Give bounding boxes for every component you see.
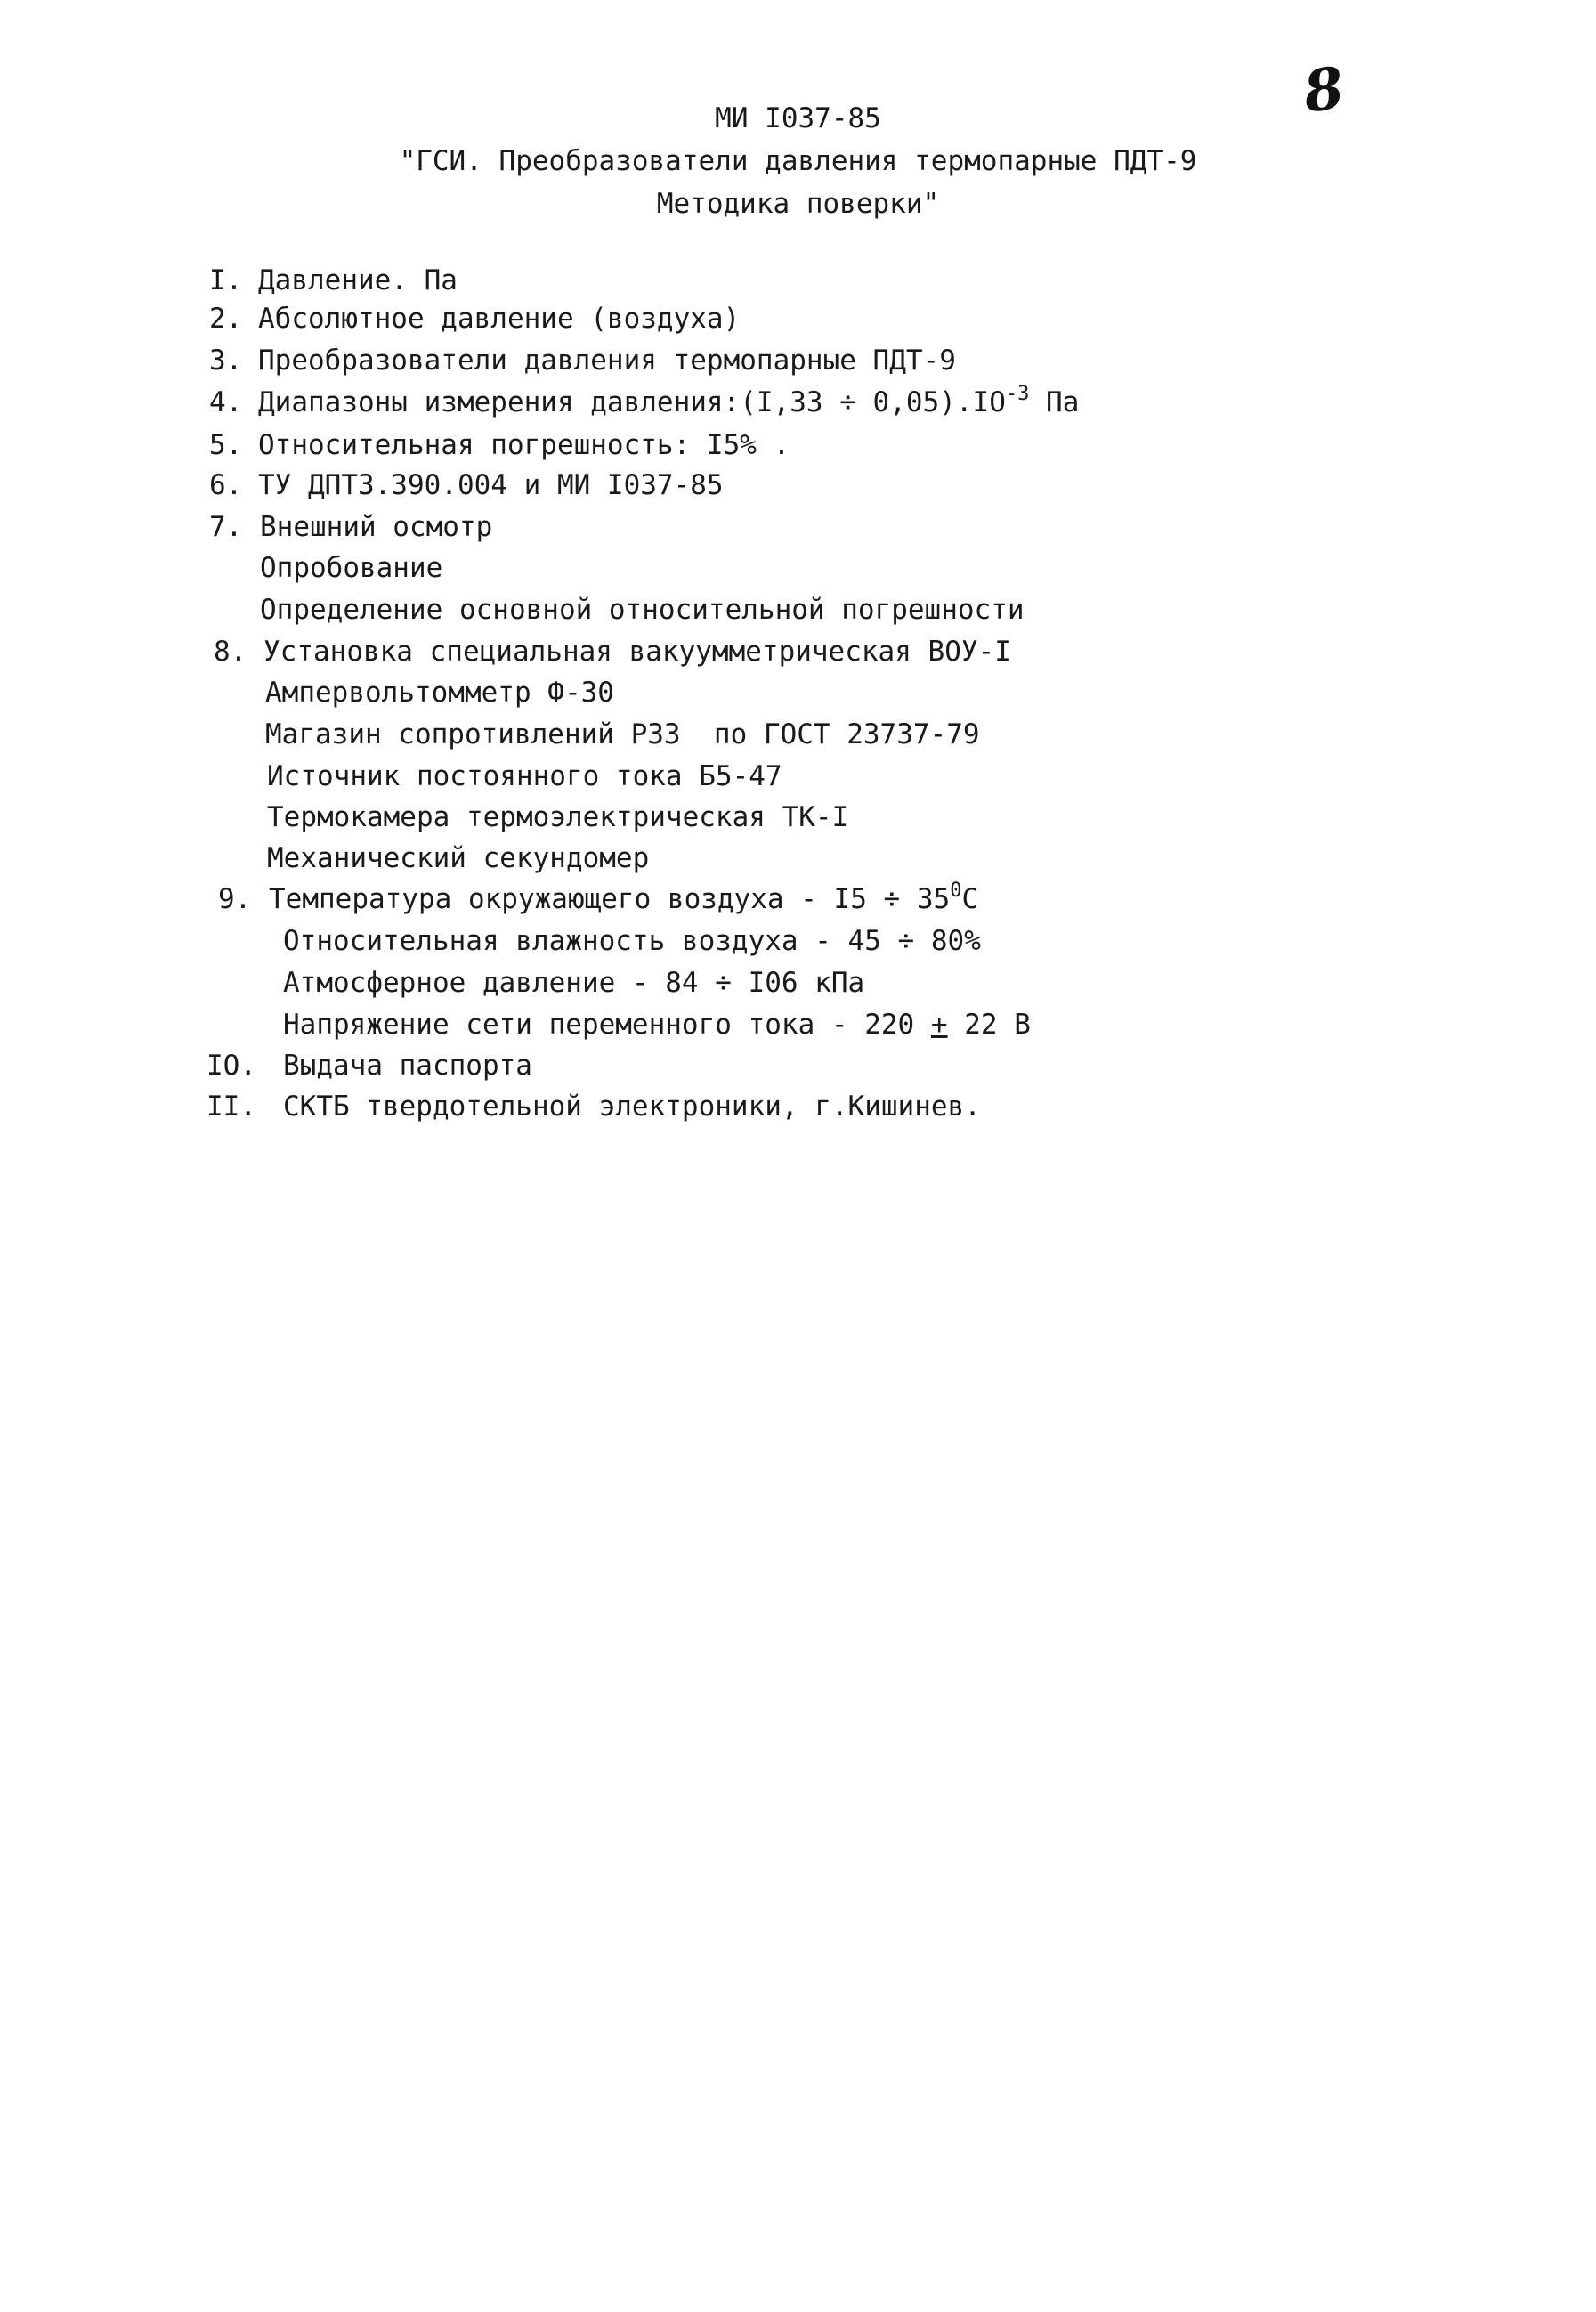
item-number: 4. — [209, 386, 243, 418]
item-text: Ампервольтомметр Ф-30 — [265, 677, 614, 709]
item-text: Источник постоянного тока Б5-47 — [267, 760, 782, 792]
degree-sign: 0 — [950, 880, 962, 902]
voltage-label: Напряжение сети переменного тока - 220 — [283, 1009, 931, 1041]
measurement-range: Диапазоны измерения давления:(I,33 ÷ 0,05).IO — [258, 386, 1006, 418]
item-text — [283, 1011, 1031, 1039]
item-number: IO. — [207, 1050, 256, 1082]
item-text: Внешний осмотр — [260, 511, 493, 543]
temperature-range: Температура окружающего воздуха - I5 ÷ 35 — [269, 883, 951, 915]
item-number: II. — [207, 1091, 256, 1123]
item-number: 7. — [209, 511, 243, 543]
item-text: Атмосферное давление - 84 ÷ I06 кПа — [283, 967, 865, 999]
document-title: "ГСИ. Преобразователи давления термопарные ПДТ-9 — [399, 145, 1197, 177]
item-number: 9. — [218, 883, 252, 915]
item-number: 3. — [209, 345, 243, 377]
item-number: 6. — [209, 469, 243, 501]
item-text — [269, 880, 979, 915]
item-text: ТУ ДПТ3.390.004 и МИ I037-85 — [258, 469, 724, 501]
unit: Па — [1029, 386, 1080, 418]
item-text: Термокамера термоэлектрическая ТК-I — [267, 801, 849, 833]
item-text: Выдача паспорта — [283, 1050, 532, 1082]
item-text: Абсолютное давление (воздуха) — [258, 303, 741, 335]
item-text: Опробование — [260, 552, 443, 584]
item-text: Давление. Па — [258, 264, 458, 296]
item-text: Механический секундомер — [267, 842, 650, 874]
plus-minus-sign: + — [930, 1009, 948, 1041]
item-text — [258, 383, 1080, 418]
item-number: 2. — [209, 303, 243, 335]
item-text: Магазин сопротивлений Р33 по ГОСТ 23737-79 — [265, 718, 980, 750]
voltage-tolerance: 22 В — [947, 1009, 1031, 1041]
item-number: 8. — [214, 636, 247, 668]
item-text: Относительная влажность воздуха - 45 ÷ 80% — [283, 925, 981, 957]
item-text: СКТБ твердотельной электроники, г.Кишинев. — [283, 1091, 981, 1123]
item-text: Определение основной относительной погрешности — [260, 594, 1025, 626]
item-text: Относительная погрешность: I5% . — [258, 429, 790, 461]
document-subtitle: Методика поверки" — [656, 188, 940, 220]
item-text: Установка специальная вакуумметрическая ВОУ-I — [263, 636, 1011, 668]
unit: С — [961, 883, 979, 915]
exponent: -3 — [1005, 383, 1030, 405]
document-code: МИ I037-85 — [715, 102, 881, 134]
item-number: I. — [209, 264, 243, 296]
item-text: Преобразователи давления термопарные ПДТ-9 — [258, 345, 956, 377]
item-number: 5. — [209, 429, 243, 461]
page-number: 8 — [1299, 54, 1349, 126]
